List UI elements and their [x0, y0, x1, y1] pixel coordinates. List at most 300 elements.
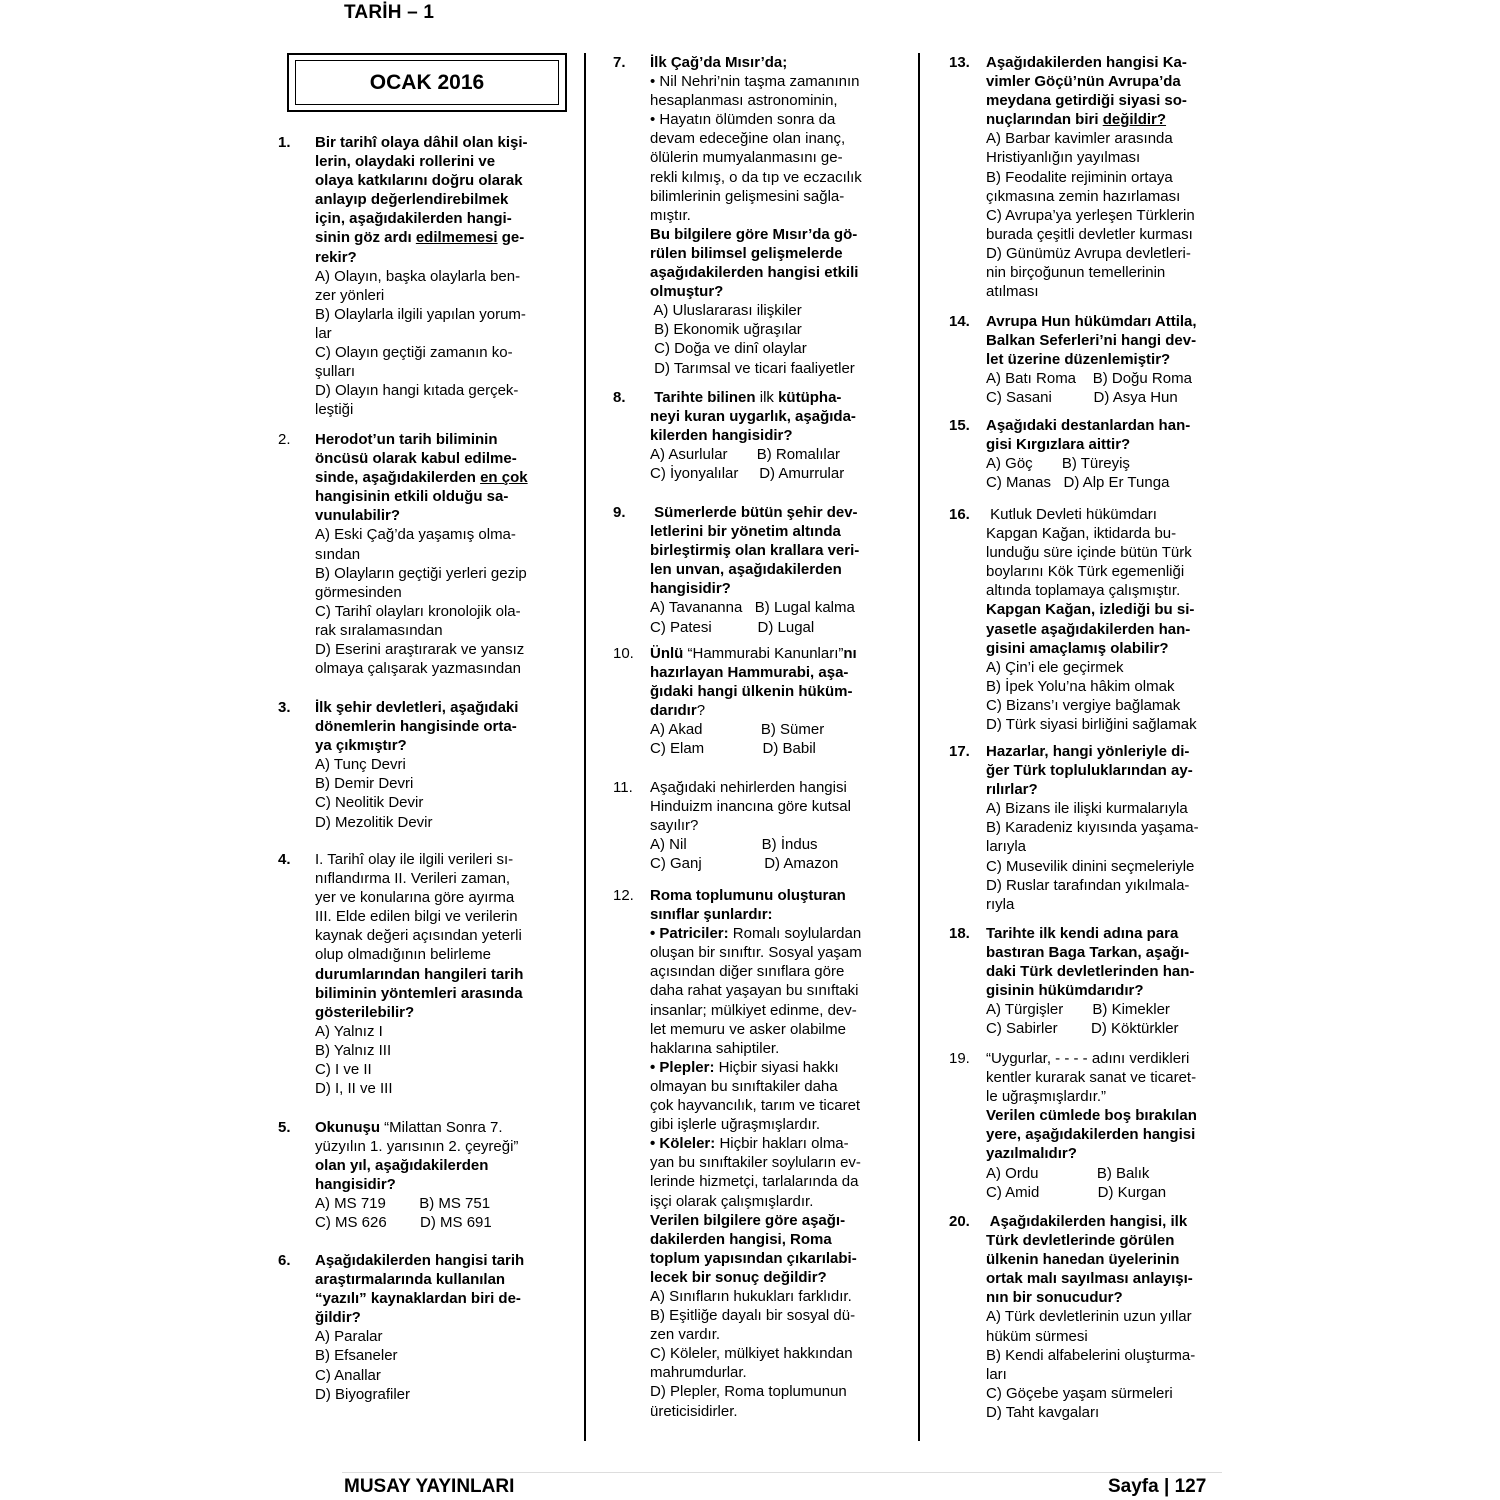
text-segment: A) Tavananna B) Lugal kalma	[650, 599, 855, 617]
text-segment: Kapgan Kağan, iktidarda bu-	[986, 525, 1177, 543]
question-line	[986, 600, 1224, 619]
text-segment: let memuru ve asker olabilme	[650, 1020, 846, 1038]
text-segment: nın bir sonucudur?	[986, 1289, 1123, 1307]
text-segment: B) Ekonomik uğraşılar	[650, 321, 802, 339]
question-line	[650, 1306, 913, 1325]
text-segment: nin birçoğunun temellerinin	[986, 264, 1166, 282]
text-segment: lecek bir sonuç değildir?	[650, 1268, 827, 1286]
text-segment: Türk devletlerinde görülen	[986, 1232, 1175, 1250]
question-line	[315, 659, 578, 678]
question-line	[986, 620, 1224, 639]
text-segment: Herodot’un tarih biliminin	[315, 431, 498, 448]
question	[613, 644, 913, 778]
text-segment: birleştirmiş olan krallara veri-	[650, 542, 860, 560]
text-segment: sınıflar şunlardır:	[650, 906, 773, 924]
question-body	[315, 430, 578, 678]
question-line	[650, 1402, 913, 1421]
question-line	[650, 301, 913, 320]
text-segment: B) Kendi alfabelerini oluşturma-	[986, 1346, 1196, 1364]
question	[613, 503, 913, 644]
question-line	[315, 171, 578, 190]
question-body	[986, 53, 1224, 301]
text-segment: • Nil Nehri’nin taşma zamanının	[650, 73, 860, 91]
text-segment: yer ve konularına göre ayırma	[315, 889, 515, 907]
question-line	[315, 545, 578, 564]
question-line	[315, 1213, 578, 1232]
text-segment: Avrupa Hun hükümdarı Attila,	[986, 313, 1197, 330]
question	[278, 133, 578, 430]
text-segment: olmaya çalışarak yazmasından	[315, 660, 521, 678]
text-segment: öncüsü olarak kabul edilme-	[315, 450, 517, 468]
question-line	[986, 312, 1224, 331]
question-line	[650, 663, 913, 682]
question-line	[650, 598, 913, 617]
text-segment: A) Batı Roma B) Doğu Roma	[986, 370, 1192, 388]
text-segment: B) Feodalite rejiminin ortaya	[986, 168, 1173, 186]
text-segment: nıflandırma II. Verileri zaman,	[315, 870, 511, 888]
text-segment: D) Taht kavgaları	[986, 1403, 1100, 1421]
footer-publisher: MUSAY YAYINLARI	[344, 1476, 515, 1497]
question-line	[650, 924, 913, 943]
column-3	[949, 53, 1224, 1427]
text-segment: C) Olayın geçtiği zamanın ko-	[315, 344, 513, 362]
question	[278, 430, 578, 698]
text-segment: A) Türgişler B) Kimekler	[986, 1001, 1170, 1019]
question-line	[986, 187, 1224, 206]
question-line	[650, 72, 913, 91]
text-segment: D) Tarımsal ve ticari faaliyetler	[650, 359, 855, 377]
text-segment: A) Paralar	[315, 1328, 383, 1346]
question-line	[986, 780, 1224, 799]
question-line	[650, 886, 913, 905]
question-line	[315, 1289, 578, 1308]
text-segment: leştiği	[315, 401, 354, 419]
text-segment: C) Manas D) Alp Er Tunga	[986, 474, 1170, 492]
question-line	[315, 1003, 578, 1022]
text-segment: Aşağıdakilerden hangisi, ilk	[986, 1213, 1188, 1230]
text-segment: B) Olaylarla ilgili yapılan yorum-	[315, 305, 526, 323]
question-body	[986, 416, 1224, 492]
question-line	[315, 267, 578, 286]
question-line	[315, 755, 578, 774]
text-segment: C) Musevilik dinini seçmeleriyle	[986, 857, 1195, 875]
text-segment: B) Efsaneler	[315, 1347, 398, 1365]
text-segment: A) Nil B) İndus	[650, 836, 818, 854]
text-segment: üreticisidirler.	[650, 1402, 738, 1420]
question-line	[315, 793, 578, 812]
text-segment: len unvan, aşağıdakilerden	[650, 561, 842, 579]
text-segment: C) Sabirler D) Köktürkler	[986, 1020, 1179, 1038]
question-line	[986, 91, 1224, 110]
question-line	[650, 618, 913, 637]
question-line	[986, 924, 1224, 943]
question-body	[986, 1212, 1224, 1422]
text-segment: Hiçbir hakları olma-	[715, 1135, 849, 1153]
question-line	[315, 1118, 578, 1137]
question-line	[986, 895, 1224, 914]
text-segment: oluşan bir sınıftır. Sosyal yaşam	[650, 944, 862, 962]
text-segment: A) Bizans ile ilişki kurmalarıyla	[986, 800, 1188, 818]
question-line	[650, 682, 913, 701]
question-body	[650, 778, 913, 873]
question-line	[986, 148, 1224, 167]
question-body	[650, 388, 913, 483]
text-segment: ölülerin mumyalanmasını ge-	[650, 149, 843, 167]
text-segment: Ünlü	[650, 645, 684, 662]
question-line	[315, 621, 578, 640]
text-segment: D) Türk siyasi birliğini sağlamak	[986, 716, 1197, 734]
question-number: 14.	[949, 313, 970, 330]
text-segment: atılması	[986, 283, 1039, 301]
text-segment: Aşağıdaki nehirlerden hangisi	[650, 779, 847, 796]
text-segment: C) Avrupa’ya yerleşen Türklerin	[986, 206, 1195, 224]
text-segment: Aşağıdakilerden hangisi Ka-	[986, 54, 1187, 71]
question-line	[315, 736, 578, 755]
question-line	[986, 1250, 1224, 1269]
question-line	[986, 1125, 1224, 1144]
text-segment: D) I, II ve III	[315, 1080, 393, 1098]
text-segment: larıyla	[986, 838, 1027, 856]
question-line	[315, 1308, 578, 1327]
text-segment: aşağıdakilerden hangisi etkili	[650, 264, 859, 282]
question-line	[650, 560, 913, 579]
text-segment: let üzerine düzenlemiştir?	[986, 351, 1171, 369]
question-line	[315, 1251, 578, 1270]
question-line	[986, 1164, 1224, 1183]
question-line	[986, 72, 1224, 91]
text-segment: olmayan bu sınıftakiler daha	[650, 1077, 838, 1095]
column-1	[278, 133, 578, 1411]
text-segment: Hiçbir siyasi hakkı	[714, 1058, 839, 1076]
question-line	[986, 715, 1224, 734]
text-segment: gisinin hükümdarıdır?	[986, 982, 1144, 1000]
question-line	[650, 1058, 913, 1077]
text-segment: daki Türk devletlerinden han-	[986, 963, 1195, 981]
question-line	[650, 168, 913, 187]
text-segment: Kapgan Kağan, izlediği bu si-	[986, 601, 1195, 619]
text-segment: hangisidir?	[315, 1176, 396, 1194]
text-segment: Hristiyanlığın yayılması	[986, 149, 1141, 167]
text-segment: mahrumdurlar.	[650, 1364, 747, 1382]
text-segment: • Hayatın ölümden sonra da	[650, 111, 836, 129]
question	[613, 886, 913, 1426]
question-line	[315, 945, 578, 964]
question-number: 10.	[613, 645, 634, 662]
text-segment: kentler kurarak sanat ve ticaret-	[986, 1069, 1197, 1087]
question	[949, 505, 1224, 742]
text-segment: ?	[696, 702, 706, 720]
question-line	[315, 602, 578, 621]
question-line	[315, 506, 578, 525]
question	[949, 416, 1224, 505]
question-line	[650, 541, 913, 560]
question-body	[315, 1251, 578, 1404]
question-line	[986, 658, 1224, 677]
question-line	[650, 320, 913, 339]
question-line	[315, 1327, 578, 1346]
question-line	[650, 739, 913, 758]
text-segment: Bir tarihî olaya dâhil olan kişi-	[315, 134, 528, 151]
text-segment: rak sıralamasından	[315, 621, 443, 639]
text-segment: “Uygurlar, - - - - adını verdikleri	[986, 1050, 1190, 1067]
question-line	[986, 168, 1224, 187]
question-line	[650, 339, 913, 358]
question-line	[315, 869, 578, 888]
text-segment: A) Yalnız I	[315, 1022, 383, 1040]
text-segment: ğer Türk topluluklarından ay-	[986, 762, 1193, 780]
text-segment: sından	[315, 545, 361, 563]
question-line	[315, 1385, 578, 1404]
text-segment: A) MS 719 B) MS 751	[315, 1195, 491, 1213]
text-segment: C) Köleler, mülkiyet hakkından	[650, 1345, 853, 1363]
question-line	[650, 644, 913, 663]
question-body	[986, 1049, 1224, 1202]
text-segment: rekir?	[315, 248, 357, 266]
text-segment: C) Anallar	[315, 1366, 381, 1384]
question-line	[650, 1287, 913, 1306]
text-segment: rıyla	[986, 895, 1015, 913]
question-line	[986, 225, 1224, 244]
question-line	[315, 813, 578, 832]
question	[613, 778, 913, 886]
text-segment: A) Olayın, başka olaylarla ben-	[315, 267, 521, 285]
question	[949, 742, 1224, 924]
text-segment: haklarına sahiptiler.	[650, 1039, 780, 1057]
question-line	[650, 1077, 913, 1096]
question-line	[986, 206, 1224, 225]
question	[949, 312, 1224, 416]
text-segment: darıdır	[650, 702, 697, 720]
text-segment: için, aşağıdakilerden hangi-	[315, 210, 512, 228]
question-line	[986, 1212, 1224, 1231]
question-line	[315, 1366, 578, 1385]
footer-rule	[342, 1472, 1222, 1473]
question-line	[986, 129, 1224, 148]
question-number: 4.	[278, 851, 291, 868]
text-segment: ğıdaki hangi ülkenin hüküm-	[650, 683, 853, 701]
question-line	[315, 362, 578, 381]
text-segment: Kutluk Devleti hükümdarı	[986, 506, 1157, 523]
question-body	[650, 503, 913, 637]
question-line	[650, 835, 913, 854]
text-segment: C) Ganj D) Amazon	[650, 855, 839, 873]
question-line	[650, 129, 913, 148]
text-segment: “yazılı” kaynaklardan biri de-	[315, 1290, 521, 1308]
question-line	[315, 717, 578, 736]
text-segment: sinin göz ardı	[315, 229, 416, 247]
text-segment: yere, aşağıdakilerden hangisi	[986, 1126, 1196, 1144]
text-segment: nı	[843, 645, 857, 662]
question-line	[986, 1365, 1224, 1384]
question-line	[986, 1068, 1224, 1087]
text-segment: Hinduizm inancına göre kutsal	[650, 798, 851, 816]
text-segment: burada çeşitli devletler kurması	[986, 225, 1193, 243]
question	[613, 388, 913, 503]
question-line	[315, 190, 578, 209]
text-segment: Tarihte ilk kendi adına para	[986, 925, 1179, 942]
question-body	[986, 312, 1224, 407]
text-segment: letlerini bir yönetim altında	[650, 523, 841, 541]
text-segment: olmuştur?	[650, 283, 724, 301]
question-line	[650, 187, 913, 206]
text-segment: yüzyılın 1. yarısının 2. çeyreği”	[315, 1138, 519, 1156]
text-segment: lar	[315, 324, 332, 342]
text-segment: değildir?	[1102, 111, 1167, 129]
question-line	[650, 359, 913, 378]
text-segment: B) Eşitliğe dayalı bir sosyal dü-	[650, 1307, 856, 1325]
question	[949, 1212, 1224, 1427]
text-segment: lerinde hizmetçi, tarlalarında da	[650, 1173, 859, 1191]
text-segment: şulları	[315, 363, 356, 381]
question-body	[986, 742, 1224, 914]
text-segment: “Hammurabi Kanunları”	[683, 645, 844, 662]
question-number: 15.	[949, 417, 970, 434]
text-segment: ya çıkmıştır?	[315, 737, 407, 755]
question-line	[650, 1249, 913, 1268]
question-line	[650, 579, 913, 598]
question-line	[650, 263, 913, 282]
text-segment: B) Yalnız III	[315, 1041, 392, 1059]
text-segment: vimler Göçü’nün Avrupa’da	[986, 73, 1181, 91]
question-line	[986, 981, 1224, 1000]
question-line	[986, 1000, 1224, 1019]
question-line	[315, 468, 578, 487]
text-segment: Sümerlerde bütün şehir dev-	[650, 504, 858, 521]
question-line	[986, 263, 1224, 282]
text-segment: kilerden hangisidir?	[650, 427, 793, 445]
question-line	[650, 464, 913, 483]
text-segment: B) İpek Yolu’na hâkim olmak	[986, 677, 1175, 695]
text-segment: altında toplamaya çalışmıştır.	[986, 582, 1181, 600]
question-line	[986, 857, 1224, 876]
question-line	[986, 388, 1224, 407]
text-segment: hesaplanması astronominin,	[650, 92, 838, 110]
question-line	[986, 581, 1224, 600]
question-line	[986, 696, 1224, 715]
text-segment: yasetle aşağıdakilerden han-	[986, 620, 1191, 638]
column-divider-left	[584, 53, 586, 1441]
question-number: 1.	[278, 134, 291, 151]
text-segment: C) Neolitik Devir	[315, 794, 424, 812]
text-segment: nuçlarından biri	[986, 111, 1103, 129]
text-segment: Aşağıdakilerden hangisi tarih	[315, 1252, 525, 1269]
question-line	[986, 1346, 1224, 1365]
text-segment: olan yıl, aşağıdakilerden	[315, 1157, 489, 1175]
question	[278, 1118, 578, 1251]
question-line	[315, 305, 578, 324]
text-segment: durumlarından hangileri tarih	[315, 965, 524, 983]
text-segment: vunulabilir?	[315, 507, 401, 525]
text-segment: Tarihte bilinen	[650, 389, 756, 406]
question-body	[650, 886, 913, 1421]
question-line	[650, 1172, 913, 1191]
question-line	[650, 905, 913, 924]
question-line	[986, 473, 1224, 492]
question-line	[986, 282, 1224, 301]
question-body	[315, 850, 578, 1098]
question-line	[986, 244, 1224, 263]
question-line	[986, 416, 1224, 435]
text-segment: A) Çin’i ele geçirmek	[986, 658, 1124, 676]
text-segment: A) Tunç Devri	[315, 756, 406, 774]
question-line	[986, 1049, 1224, 1068]
question-line	[986, 369, 1224, 388]
question-line	[315, 926, 578, 945]
text-segment: A) Eski Çağ’da yaşamış olma-	[315, 526, 516, 544]
question-line	[650, 720, 913, 739]
question-line	[650, 282, 913, 301]
question	[949, 924, 1224, 1049]
text-segment: le uğraşmışlardır.”	[986, 1088, 1107, 1106]
text-segment: C) İyonyalılar D) Amurrular	[650, 465, 845, 483]
text-segment: D) Biyografiler	[315, 1385, 411, 1403]
text-segment: gibi işlerle uğraşmışlardır.	[650, 1116, 821, 1134]
question-line	[650, 816, 913, 835]
text-segment: A) Barbar kavimler arasında	[986, 130, 1173, 148]
text-segment: hüküm sürmesi	[986, 1327, 1088, 1345]
text-segment: • Köleler:	[650, 1135, 716, 1153]
question	[278, 698, 578, 850]
text-segment: D) Mezolitik Devir	[315, 813, 433, 831]
question	[949, 1049, 1224, 1212]
text-segment: toplum yapısından çıkarılabi-	[650, 1249, 857, 1267]
text-segment: yan bu sınıftakiler soyluların ev-	[650, 1154, 861, 1172]
question-body	[315, 1118, 578, 1233]
text-segment: sinde, aşağıdakilerden	[315, 469, 481, 487]
text-segment: A) Ordu B) Balık	[986, 1164, 1150, 1182]
question-body	[315, 698, 578, 832]
question-line	[650, 388, 913, 407]
text-segment: biliminin yöntemleri arasında	[315, 984, 523, 1002]
question-line	[650, 1382, 913, 1401]
text-segment: C) Sasani D) Asya Hun	[986, 389, 1178, 407]
question-number: 11.	[613, 779, 633, 796]
question-line	[315, 698, 578, 717]
footer-page-number: Sayfa | 127	[1108, 1476, 1207, 1497]
question-line	[986, 639, 1224, 658]
text-segment: D) Günümüz Avrupa devletleri-	[986, 244, 1191, 262]
question-number: 2.	[278, 431, 291, 448]
question-line	[650, 1039, 913, 1058]
question-line	[650, 1153, 913, 1172]
text-segment: edilmemesi	[415, 229, 498, 247]
question-line	[650, 503, 913, 522]
text-segment: Aşağıdaki destanlardan han-	[986, 417, 1191, 434]
question	[613, 53, 913, 388]
question-line	[315, 907, 578, 926]
text-segment: mıştır.	[650, 206, 691, 224]
text-segment: açısından diğer sınıflara göre	[650, 963, 845, 981]
question-line	[986, 876, 1224, 895]
question-line	[650, 962, 913, 981]
question-line	[650, 1134, 913, 1153]
question-line	[315, 400, 578, 419]
question-line	[986, 1106, 1224, 1125]
question-line	[315, 1270, 578, 1289]
text-segment: İlk şehir devletleri, aşağıdaki	[315, 699, 519, 716]
question-line	[315, 1041, 578, 1060]
text-segment: Roma toplumunu oluşturan	[650, 887, 846, 904]
text-segment: lerin, olaydaki rollerini ve	[315, 153, 496, 171]
text-segment: hazırlayan Hammurabi, aşa-	[650, 664, 849, 682]
question-line	[986, 524, 1224, 543]
question-line	[650, 522, 913, 541]
text-segment: C) I ve II	[315, 1061, 372, 1079]
text-segment: ğildir?	[315, 1309, 361, 1327]
text-segment: B) Demir Devri	[315, 775, 414, 793]
question-number: 6.	[278, 1252, 291, 1269]
question-line	[986, 1183, 1224, 1202]
